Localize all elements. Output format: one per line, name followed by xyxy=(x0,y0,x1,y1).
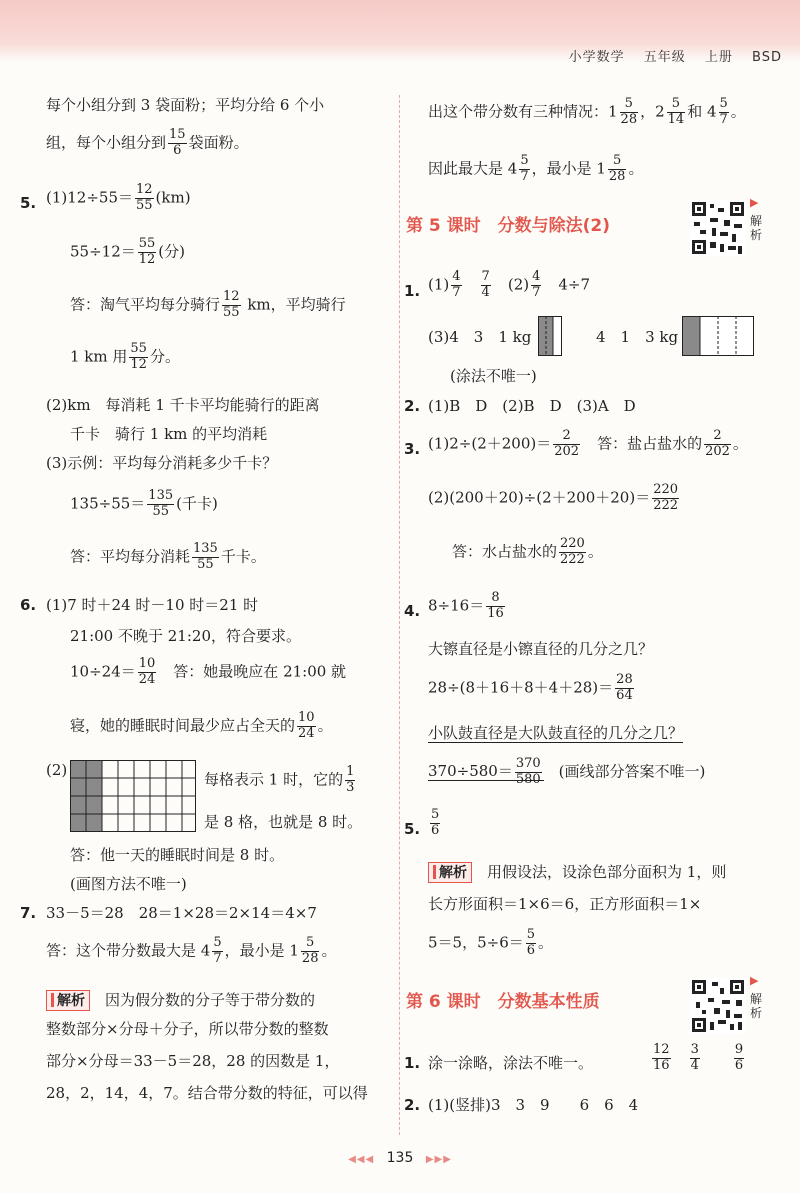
column-divider xyxy=(399,95,400,1135)
question-number: 7. xyxy=(20,904,37,922)
text-line: 出这个带分数有三种情况：1 $\frac{5}{28}$ ，2 $\frac{5}{14}$ 和 4 $\frac{5}{7}$ 。 xyxy=(428,96,746,127)
question-number: 1. xyxy=(404,1054,421,1072)
header-grade: 五年级 xyxy=(643,50,686,65)
text-line: (画图方法不唯一) xyxy=(70,875,187,893)
text-line: (2)km 每消耗 1 千卡平均能骑行的距离 xyxy=(46,396,320,414)
text-line: (1) $\frac{4}{7}$ $\frac{7}{4}$ (2) $\frac{4}{7}$ 4÷7 xyxy=(428,269,591,300)
text-line: 大镲直径是小镲直径的几分之几？ xyxy=(428,640,654,658)
header-info xyxy=(555,46,782,65)
lesson-title: 第 6 课时 分数基本性质 xyxy=(406,992,600,1012)
text-line: 答：平均每分消耗 $\frac{135}{55}$ 千卡。 xyxy=(70,541,266,572)
text-line: (涂法不唯一) xyxy=(450,367,537,385)
qr-code-icon xyxy=(690,978,746,1034)
text-line: (3)4 3 1 kg xyxy=(428,328,532,346)
analysis-tag: 解析 xyxy=(46,990,90,1011)
analysis-line: 解析 用假设法，设涂色部分面积为 1，则 xyxy=(428,862,726,883)
qr-code-icon xyxy=(690,200,746,256)
text-line: 答：水占盐水的 $\frac{220}{222}$ 。 xyxy=(452,536,603,567)
sleep-grid-figure xyxy=(70,760,196,832)
text-line: $\frac{5}{6}$ xyxy=(431,807,440,838)
text-line: 21:00 不晚于 21:20，符合要求。 xyxy=(70,627,301,645)
text-line: (1)(竖排)3 3 9 6 6 4 xyxy=(428,1096,639,1114)
text-line: 答：淘气平均每分骑行 $\frac{12}{55}$ km，平均骑行 xyxy=(70,289,346,320)
text-line: 28，2，14，4，7。结合带分数的特征，可以得 xyxy=(46,1084,368,1102)
question-number: 5. xyxy=(404,820,421,838)
question-number: 3. xyxy=(404,440,421,458)
text-line: 1 km 用 $\frac{55}{12}$ 分。 xyxy=(70,341,180,372)
text-line: 组，每个小组分到 $\frac{15}{6}$ 袋面粉。 xyxy=(46,127,249,158)
text-line: 答：他一天的睡眠时间是 8 时。 xyxy=(70,846,285,864)
bar-figure-2 xyxy=(682,316,754,356)
header-edition: BSD xyxy=(752,50,782,65)
qr-code-block[interactable] xyxy=(690,196,763,256)
text-line: 千卡 骑行 1 km 的平均消耗 xyxy=(70,425,268,443)
text-line: 每格表示 1 时，它的 $\frac{1}{3}$ xyxy=(204,764,355,795)
right-arrows-icon: ▶▶▶ xyxy=(425,1154,452,1165)
text-line: 33－5＝28 28＝1×28＝2×14＝4×7 xyxy=(46,904,317,922)
underlined-line: 小队鼓直径是大队鼓直径的几分之几？ xyxy=(428,724,684,742)
text-line: 8÷16＝ $\frac{8}{16}$ xyxy=(428,590,504,621)
text-line: 28÷(8＋16＋8＋4＋28)＝ $\frac{28}{64}$ xyxy=(428,672,633,703)
text-line: 135÷55＝ $\frac{135}{55}$ (千卡) xyxy=(70,488,218,519)
page-footer xyxy=(0,1150,800,1166)
text-line: 55÷12＝ $\frac{55}{12}$ (分) xyxy=(70,236,186,267)
analysis-line: 解析 因为假分数的分子等于带分数的 xyxy=(46,990,315,1011)
text-line: 4 1 3 kg xyxy=(596,328,679,346)
left-arrows-icon: ◀◀◀ xyxy=(348,1154,375,1165)
question-number: 2. xyxy=(404,397,421,415)
bar-figure-1 xyxy=(538,316,562,356)
text-line: (2)(200＋20)÷(2＋200＋20)＝ $\frac{220}{222}$ xyxy=(428,482,679,513)
text-line: 因此最大是 4 $\frac{5}{7}$ ，最小是 1 $\frac{5}{28}$ 。 xyxy=(428,153,644,184)
qr-code-block[interactable] xyxy=(690,974,763,1034)
question-number: 2. xyxy=(404,1096,421,1114)
page-number: 135 xyxy=(386,1150,414,1166)
question-number: 5. xyxy=(20,194,37,212)
text-line: 部分×分母＝33－5＝28，28 的因数是 1， xyxy=(46,1052,340,1070)
text-line: 370÷580＝ $\frac{370}{580}$ (画线部分答案不唯一) xyxy=(428,756,706,787)
text-line: (3)示例：平均每分消耗多少千卡？ xyxy=(46,454,278,472)
question-number: 4. xyxy=(404,602,421,620)
header-volume: 上册 xyxy=(704,50,733,65)
text-line: 涂一涂略，涂法不唯一。 xyxy=(428,1054,594,1072)
text-line: 寝，她的睡眠时间最少应占全天的 $\frac{10}{24}$ 。 xyxy=(70,710,333,741)
qr-label: 解析 xyxy=(750,992,763,1021)
lesson-title: 第 5 课时 分数与除法(2) xyxy=(406,216,611,236)
qr-label: 解析 xyxy=(750,214,763,243)
text-line: (1)7 时＋24 时－10 时＝21 时 xyxy=(46,596,259,614)
text-line: 10÷24＝ $\frac{10}{24}$ 答：她最晚应在 21:00 就 xyxy=(70,656,347,687)
header-subject: 小学数学 xyxy=(568,50,625,65)
question-number: 1. xyxy=(404,282,421,300)
play-icon: ▶ xyxy=(750,974,759,987)
text-line: (2) xyxy=(46,761,68,779)
fraction-group: $\frac{12}{16}$ $\frac{3}{4}$ $\frac{9}{6}$ xyxy=(653,1042,744,1073)
text-line: (1)B D (2)B D (3)A D xyxy=(428,397,636,415)
play-icon: ▶ xyxy=(750,196,759,209)
text-line: 5＝5，5÷6＝ $\frac{5}{6}$ 。 xyxy=(428,927,554,958)
text-line: 答：这个带分数最大是 4 $\frac{5}{7}$ ，最小是 1 $\frac{5}{28}$ 。 xyxy=(46,935,337,966)
text-line: 是 8 格，也就是 8 时。 xyxy=(204,813,363,831)
text-line: 长方形面积＝1×6＝6，正方形面积＝1× xyxy=(428,895,702,913)
text-line: (1)12÷55＝ $\frac{12}{55}$ (km) xyxy=(46,182,191,213)
question-number: 6. xyxy=(20,596,37,614)
analysis-tag: 解析 xyxy=(428,862,472,883)
text-line: 整数部分×分母＋分子，所以带分数的整数 xyxy=(46,1020,329,1038)
text-line: (1)2÷(2＋200)＝ $\frac{2}{202}$ 答：盐占盐水的 $\frac{2}{202}$ 。 xyxy=(428,428,748,459)
page-header-band xyxy=(0,0,800,65)
text-line: 每个小组分到 3 袋面粉；平均分给 6 个小 xyxy=(46,96,325,114)
